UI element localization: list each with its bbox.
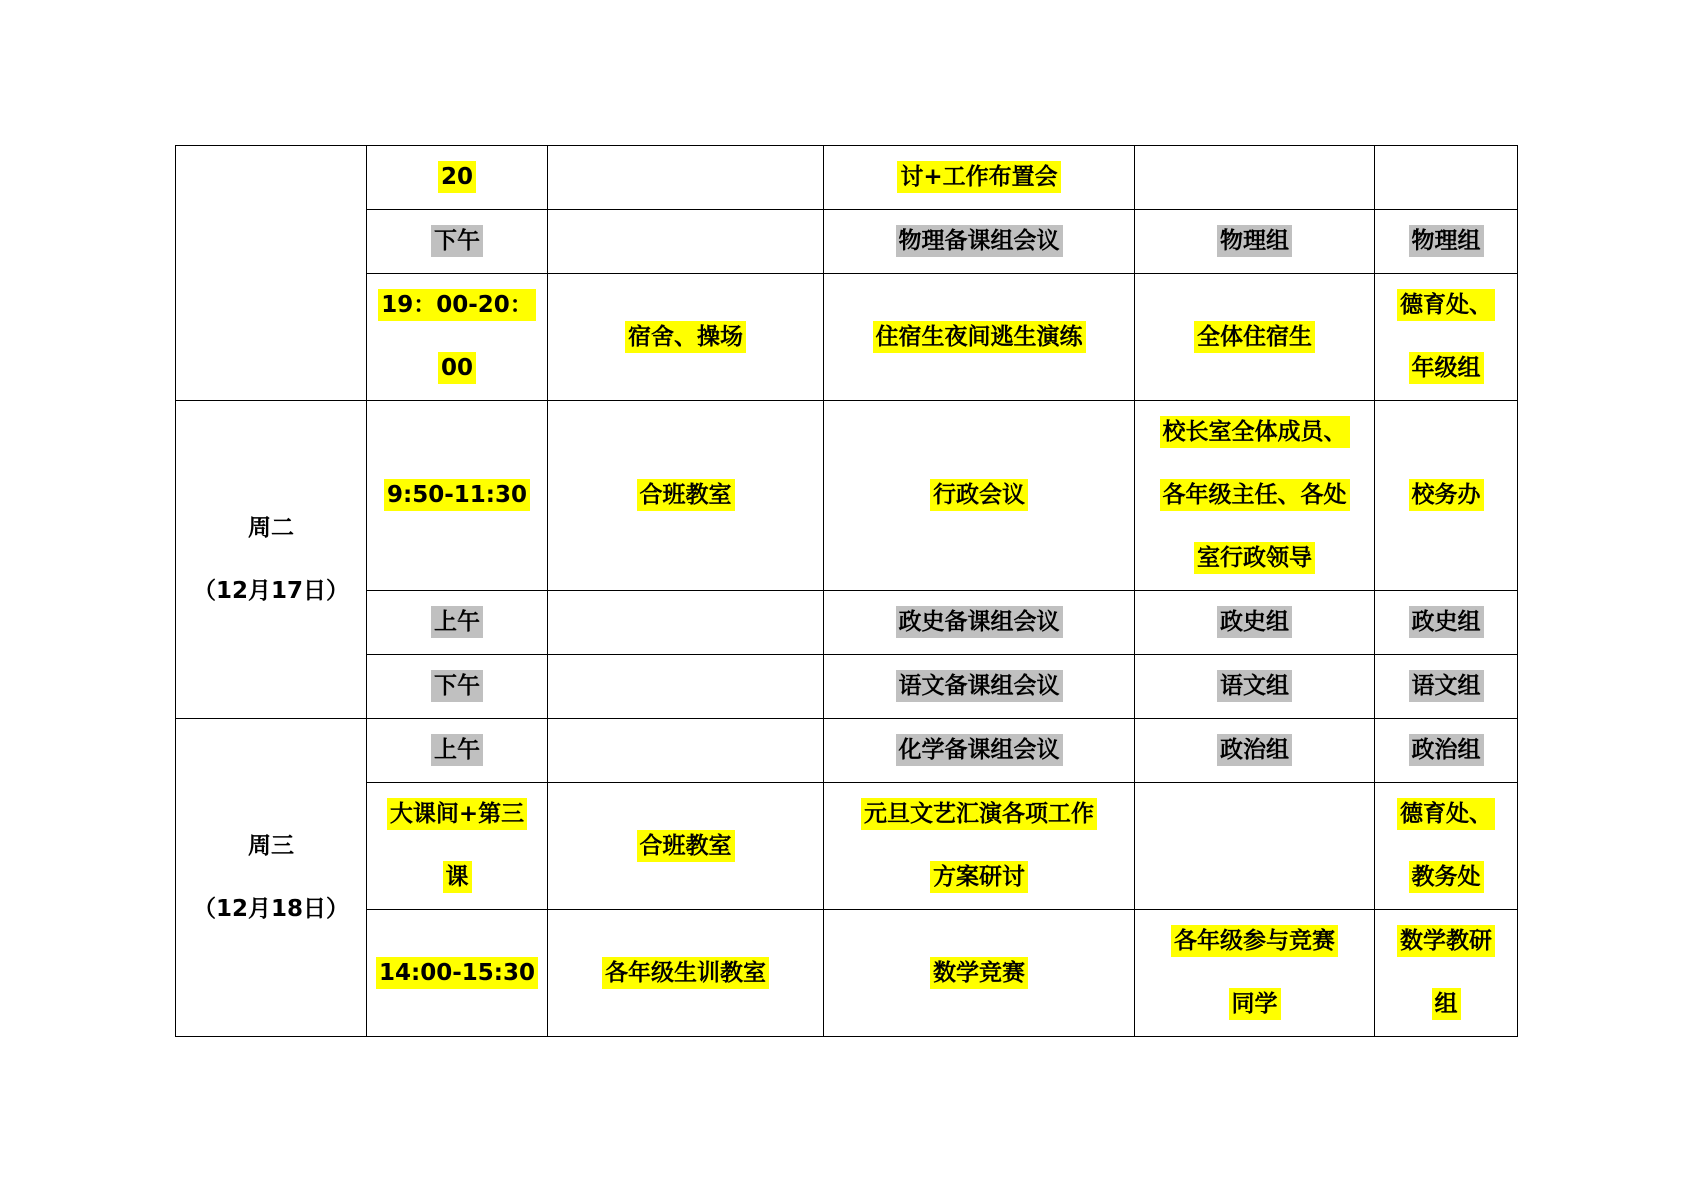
people-cell: 语文组 (1135, 655, 1375, 719)
people-cell (1135, 146, 1375, 210)
table-row (176, 274, 1518, 401)
table-row (176, 210, 1518, 274)
people-cell: 校长室全体成员、 各年级主任、各处 室行政领导 (1135, 401, 1375, 591)
time-cell: 上午 (367, 591, 548, 655)
content-cell: 讨+工作布置会 (824, 146, 1135, 210)
time-cell: 20 (367, 146, 548, 210)
place-cell: 宿舍、操场 (548, 274, 824, 401)
day-name: 周二 (248, 514, 294, 541)
place-cell (548, 210, 824, 274)
content-cell: 数学竞赛 (824, 910, 1135, 1037)
table-row (176, 783, 1518, 910)
dept-cell: 语文组 (1375, 655, 1518, 719)
content-cell: 语文备课组会议 (824, 655, 1135, 719)
schedule-table (175, 145, 1518, 1037)
dept-cell: 德育处、 教务处 (1375, 783, 1518, 910)
dept-cell: 政史组 (1375, 591, 1518, 655)
table-row (176, 591, 1518, 655)
time-cell: 下午 (367, 210, 548, 274)
dept-cell (1375, 146, 1518, 210)
dept-cell: 校务办 (1375, 401, 1518, 591)
place-cell (548, 655, 824, 719)
dept-cell: 政治组 (1375, 719, 1518, 783)
place-cell: 合班教室 (548, 783, 824, 910)
content-cell: 住宿生夜间逃生演练 (824, 274, 1135, 401)
time-cell: 19：00-20： 00 (367, 274, 548, 401)
table-row (176, 655, 1518, 719)
table-row (176, 719, 1518, 783)
people-cell (1135, 783, 1375, 910)
day-date: （12月18日） (192, 895, 349, 922)
time-cell: 14:00-15:30 (367, 910, 548, 1037)
day-name: 周三 (248, 832, 294, 859)
people-cell: 物理组 (1135, 210, 1375, 274)
people-cell: 各年级参与竞赛 同学 (1135, 910, 1375, 1037)
content-cell: 行政会议 (824, 401, 1135, 591)
dept-cell: 德育处、 年级组 (1375, 274, 1518, 401)
place-cell (548, 591, 824, 655)
table-row (176, 146, 1518, 210)
time-cell: 9:50-11:30 (367, 401, 548, 591)
day-cell-wednesday (176, 719, 367, 1037)
day-cell-tuesday (176, 401, 367, 719)
place-cell: 合班教室 (548, 401, 824, 591)
day-cell-prev (176, 146, 367, 401)
table-row (176, 401, 1518, 591)
day-date: （12月17日） (192, 577, 349, 604)
content-cell: 元旦文艺汇演各项工作 方案研讨 (824, 783, 1135, 910)
time-cell: 下午 (367, 655, 548, 719)
people-cell: 全体住宿生 (1135, 274, 1375, 401)
time-cell: 大课间+第三 课 (367, 783, 548, 910)
people-cell: 政治组 (1135, 719, 1375, 783)
dept-cell: 数学教研 组 (1375, 910, 1518, 1037)
dept-cell: 物理组 (1375, 210, 1518, 274)
place-cell (548, 146, 824, 210)
content-cell: 政史备课组会议 (824, 591, 1135, 655)
place-cell: 各年级生训教室 (548, 910, 824, 1037)
place-cell (548, 719, 824, 783)
content-cell: 化学备课组会议 (824, 719, 1135, 783)
time-cell: 上午 (367, 719, 548, 783)
table-row (176, 910, 1518, 1037)
people-cell: 政史组 (1135, 591, 1375, 655)
content-cell: 物理备课组会议 (824, 210, 1135, 274)
